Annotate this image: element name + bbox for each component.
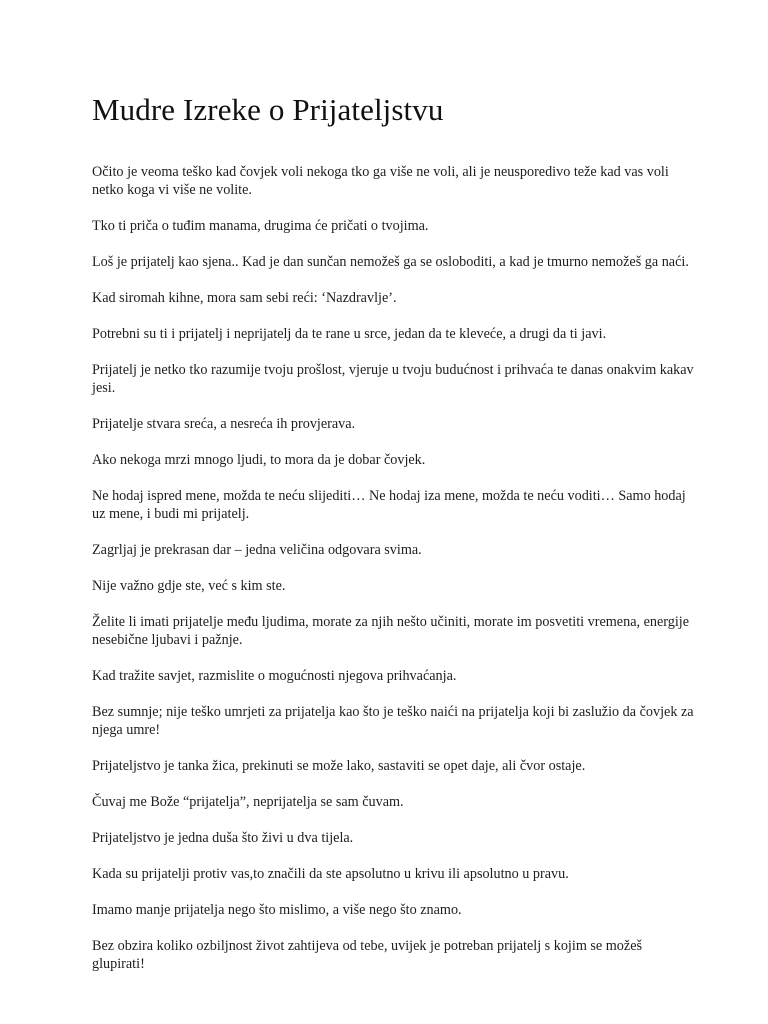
quote-paragraph: Prijateljstvo je jedna duša što živi u dva tijela.	[92, 830, 354, 846]
quote-paragraph: Čuvaj me Bože “prijatelja”, neprijatelja se sam čuvam.	[92, 794, 404, 810]
quote-paragraph: Potrebni su ti i prijatelj i neprijatelj da te rane u srce, jedan da te kleveće, a drugi da ti javi.	[92, 326, 607, 342]
quote-paragraph: Prijatelj je netko tko razumije tvoju prošlost, vjeruje u tvoju budućnost i prihvaća te danas onakvim kakav jesi.	[92, 362, 694, 396]
quote-paragraph: Tko ti priča o tuđim manama, drugima će pričati o tvojima.	[92, 218, 429, 234]
quote-paragraph: Kad siromah kihne, mora sam sebi reći: ‘Nazdravlje’.	[92, 290, 397, 306]
quote-paragraph: Ne hodaj ispred mene, možda te neću slijediti… Ne hodaj iza mene, možda te neću voditi… Samo hodaj uz mene, i budi mi prijatelj.	[92, 488, 686, 522]
quote-paragraph: Očito je veoma teško kad čovjek voli nekoga tko ga više ne voli, ali je neusporedivo teže kad vas voli netko koga vi više ne volite.	[92, 164, 669, 198]
quote-paragraph: Bez obzira koliko ozbiljnost život zahtijeva od tebe, uvijek je potreban prijatelj s kojim se možeš glupirati!	[92, 938, 643, 972]
quote-paragraph: Imamo manje prijatelja nego što mislimo, a više nego što znamo.	[92, 902, 462, 918]
quote-paragraph: Zagrljaj je prekrasan dar – jedna veličina odgovara svima.	[92, 542, 422, 558]
quote-paragraph: Loš je prijatelj kao sjena.. Kad je dan sunčan nemožeš ga se osloboditi, a kad je tmurno nemožeš ga naći.	[92, 254, 689, 270]
quote-list	[92, 163, 698, 991]
quote-paragraph: Prijatelje stvara sreća, a nesreća ih provjerava.	[92, 416, 356, 432]
quote-paragraph: Bez sumnje; nije teško umrjeti za prijatelja kao što je teško naići na prijatelja koji bi zaslužio da čovjek za njega umre!	[92, 704, 694, 738]
quote-paragraph: Nije važno gdje ste, već s kim ste.	[92, 578, 286, 594]
quote-paragraph: Kada su prijatelji protiv vas,to značili da ste apsolutno u krivu ili apsolutno u pravu.	[92, 866, 569, 882]
quote-paragraph: Kad tražite savjet, razmislite o mogućnosti njegova prihvaćanja.	[92, 668, 457, 684]
quote-paragraph: Želite li imati prijatelje među ljudima, morate za njih nešto učiniti, morate im posvetiti vremena, energije nesebične ljubavi i pažnje.	[92, 614, 690, 648]
quote-paragraph: Prijateljstvo je tanka žica, prekinuti se može lako, sastaviti se opet daje, ali čvor ostaje.	[92, 758, 586, 774]
document-title: Mudre Izreke o Prijateljstvu	[92, 92, 444, 127]
quote-paragraph: Ako nekoga mrzi mnogo ljudi, to mora da je dobar čovjek.	[92, 452, 426, 468]
